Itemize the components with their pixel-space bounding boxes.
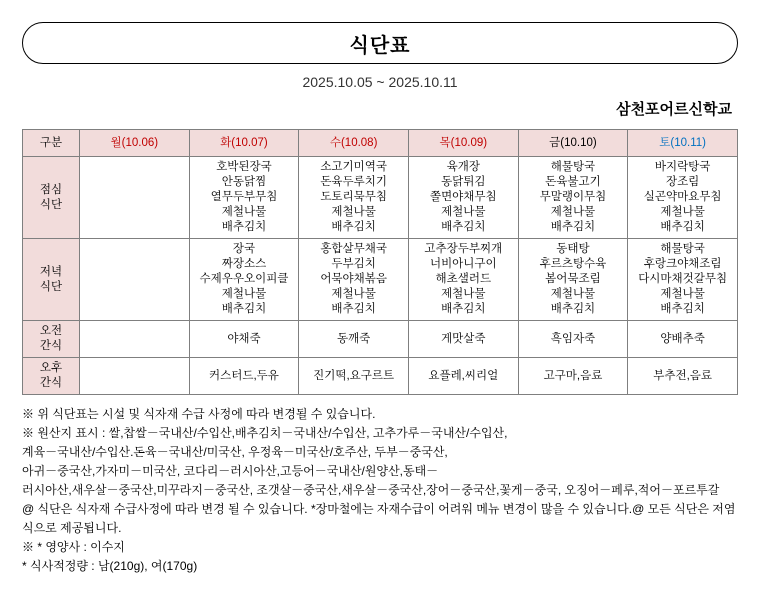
menu-item: 게맛살죽 [441, 332, 486, 345]
menu-item: 동닭튀김 [441, 176, 486, 188]
menu-cell [189, 358, 299, 395]
menu-item: 장국 [232, 243, 256, 255]
menu-cell [518, 358, 628, 395]
menu-cell [299, 239, 409, 321]
row-header [23, 157, 80, 239]
row-header-line: 점심 [39, 183, 63, 196]
menu-item: 열무두부무침 [210, 191, 278, 203]
menu-item: 봄어묵조림 [545, 273, 601, 285]
menu-item: 양배추죽 [660, 332, 705, 345]
menu-item: 배추김치 [441, 221, 486, 233]
school-name: 삼천포어르신학교 [616, 101, 732, 118]
menu-cell [80, 157, 190, 239]
menu-item: 배추김치 [550, 221, 596, 233]
row-header-line: 저녁 [39, 265, 63, 278]
column-header-thu: 목(10.09) [408, 130, 518, 157]
menu-cell [80, 358, 190, 395]
menu-item: 배추김치 [221, 221, 267, 233]
menu-item: 안동닭찜 [221, 176, 267, 188]
menu-item: 후랑크야채조림 [643, 258, 722, 270]
row-header [23, 358, 80, 395]
menu-cell [299, 358, 409, 395]
menu-item: 제철나물 [331, 206, 376, 218]
menu-item: 배추김치 [221, 303, 267, 315]
row-header [23, 239, 80, 321]
menu-item: 홍합살무채국 [320, 243, 387, 255]
menu-item: 돈육불고기 [545, 176, 601, 188]
menu-item: 후르츠탕수육 [539, 258, 607, 270]
note-line: ※ * 영양사 : 이수지 [22, 540, 125, 554]
row-header-line: 간식 [39, 377, 63, 389]
menu-item: 제철나물 [660, 206, 705, 218]
menu-item: 제철나물 [221, 288, 267, 300]
menu-cell [518, 321, 628, 358]
menu-item: 다시마채것갈무침 [638, 273, 728, 285]
column-header-sat: 토(10.11) [628, 130, 738, 157]
table-header [23, 130, 738, 157]
note-line: 계육－국내산/수입산.돈육－국내산/미국산, 우정육－미국산/호주산, 두부－중국산, [22, 445, 448, 459]
note-line: 러시아산,새우살－중국산,미꾸라지－중국산, 조갯살－중국산,새우살－중국산,장어－중국산,꽃게－중국, 오징어－페루,적어－포르투갈 [22, 483, 720, 497]
menu-cell [80, 321, 190, 358]
menu-item: 배추김치 [660, 303, 705, 315]
column-header-tue: 화(10.07) [189, 130, 299, 157]
column-header-fri: 금(10.10) [518, 130, 628, 157]
row-header-line: 식단 [39, 280, 63, 293]
menu-item: 무말랭이무침 [539, 191, 607, 203]
menu-cell [299, 157, 409, 239]
menu-item: 제철나물 [550, 288, 596, 300]
menu-item: 야채죽 [227, 332, 261, 345]
menu-item: 해물탕국 [550, 161, 596, 173]
menu-item: 쫄면야채무침 [429, 191, 497, 203]
menu-item: 제철나물 [441, 206, 486, 218]
menu-item: 고구마,음료 [543, 369, 603, 382]
row-header-line: 오전 [39, 325, 63, 337]
menu-cell [628, 321, 738, 358]
menu-table [22, 129, 738, 395]
menu-item: 배추김치 [550, 303, 596, 315]
menu-cell [299, 321, 409, 358]
row-header-line: 오후 [39, 362, 63, 374]
note-line: ※ 위 식단표는 시설 및 식자재 수급 사정에 따라 변경될 수 있습니다. [22, 407, 376, 421]
table-row [23, 157, 738, 239]
table-body [23, 157, 738, 395]
menu-cell [628, 358, 738, 395]
menu-item: 제철나물 [221, 206, 267, 218]
menu-item: 육개장 [446, 161, 480, 173]
menu-cell [628, 157, 738, 239]
menu-item: 진기떡,요구르트 [313, 369, 395, 382]
row-header-line: 식단 [39, 198, 63, 211]
menu-item: 바지락탕국 [654, 161, 711, 173]
menu-item: 실곤약마요무침 [643, 191, 722, 203]
menu-item: 제철나물 [331, 288, 376, 300]
menu-cell [189, 157, 299, 239]
table-row [23, 358, 738, 395]
menu-item: 어묵야채볶음 [320, 273, 387, 285]
table-row [23, 321, 738, 358]
table-header-row [23, 130, 738, 157]
menu-item: 배추김치 [441, 303, 486, 315]
row-header [23, 321, 80, 358]
column-header-mon: 월(10.06) [80, 130, 190, 157]
menu-item: 제철나물 [441, 288, 486, 300]
row-header-line: 간식 [39, 340, 63, 352]
menu-item: 너비아니구이 [429, 258, 497, 270]
note-line: @ 식단은 식자재 수급사정에 따라 변경 될 수 있습니다. *장마철에는 자재수급이 어려워 메뉴 변경이 많을 수 있습니다.@ 모든 식단은 저염식으로 제공됩니다. [22, 502, 736, 535]
menu-item: 해물탕국 [660, 243, 705, 255]
menu-item: 돈육두루치기 [320, 176, 387, 188]
menu-item: 부추전,음료 [653, 369, 713, 382]
menu-item: 도토리묵무침 [320, 191, 387, 203]
column-header-gubun: 구분 [23, 130, 80, 157]
menu-cell [80, 239, 190, 321]
menu-document [0, 22, 760, 613]
note-line: 아귀－중국산,가자미－미국산, 코다리－러시아산,고등어－국내산/원양산,동태－ [22, 464, 439, 478]
menu-item: 제철나물 [550, 206, 596, 218]
page-title: 식단표 [349, 34, 411, 57]
title-box [22, 22, 738, 64]
menu-item: 고추장두부찌개 [424, 243, 503, 255]
table-row [23, 239, 738, 321]
menu-item: 호박된장국 [216, 161, 272, 173]
menu-item: 짜장소스 [221, 258, 267, 270]
menu-cell [518, 239, 628, 321]
menu-item: 배추김치 [660, 221, 705, 233]
column-header-wed: 수(10.08) [299, 130, 409, 157]
menu-item: 장조림 [665, 176, 700, 188]
menu-cell [408, 321, 518, 358]
menu-item: 흑임자죽 [550, 332, 596, 345]
menu-item: 배추김치 [331, 221, 376, 233]
menu-item: 소고기미역국 [320, 161, 387, 173]
date-range: 2025.10.05 ~ 2025.10.11 [302, 74, 458, 90]
note-line: ※ 원산지 표시 : 쌀,찹쌀－국내산/수입산,배추김치－국내산/수입산, 고추가루－국내산/수입산, [22, 426, 508, 440]
menu-cell [518, 157, 628, 239]
menu-cell [408, 157, 518, 239]
menu-item: 두부김치 [331, 258, 376, 270]
menu-item: 해초샐러드 [435, 273, 492, 285]
note-line: * 식사적정량 : 남(210g), 여(170g) [22, 559, 198, 573]
menu-item: 수제우우오이피클 [199, 273, 289, 285]
menu-item: 동태탕 [556, 243, 590, 255]
menu-item: 제철나물 [660, 288, 705, 300]
notes-block [22, 405, 738, 576]
menu-item: 배추김치 [331, 303, 376, 315]
menu-cell [189, 239, 299, 321]
menu-cell [628, 239, 738, 321]
menu-item: 커스터드,두유 [209, 369, 279, 382]
menu-cell [408, 358, 518, 395]
menu-item: 동깨죽 [336, 332, 371, 345]
menu-cell [189, 321, 299, 358]
menu-item: 요플레,씨리얼 [428, 369, 499, 382]
menu-cell [408, 239, 518, 321]
